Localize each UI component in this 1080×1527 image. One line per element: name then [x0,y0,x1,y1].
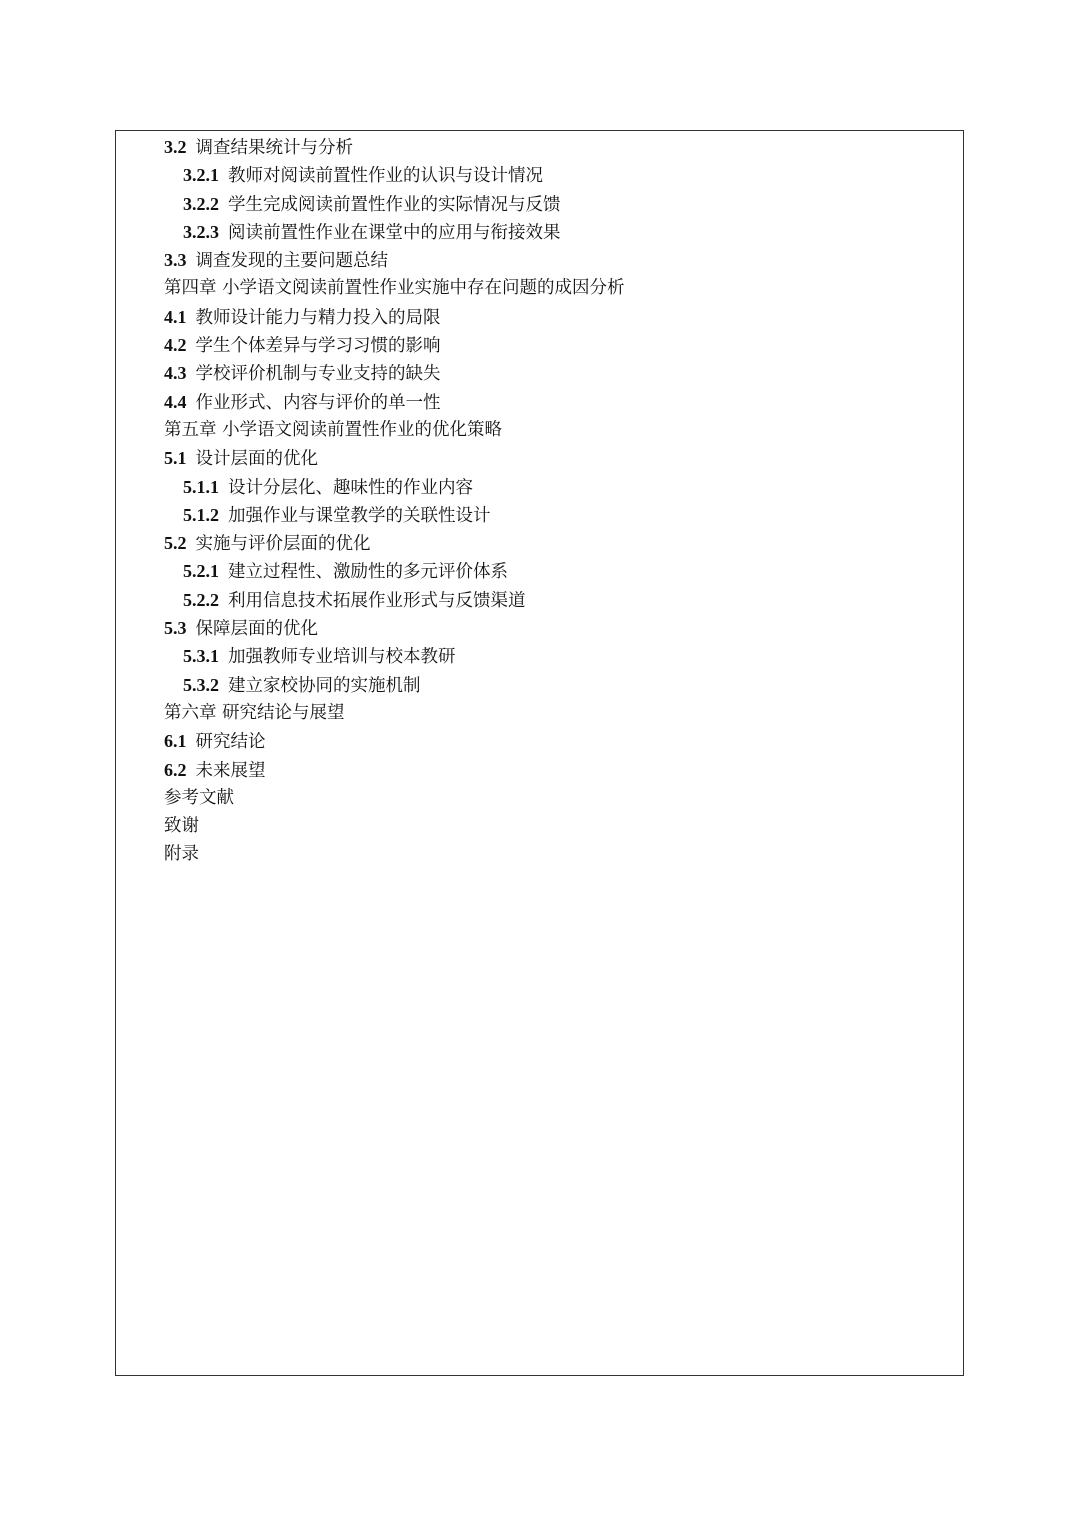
toc-title: 未来展望 [195,760,266,781]
toc-number: 5.1.1 [183,476,219,497]
toc-entry [164,756,943,784]
toc-number: 5.3.2 [183,674,219,695]
toc-appendix [164,840,943,868]
toc-entry [164,190,943,218]
toc-title: 教师对阅读前置性作业的认识与设计情况 [228,166,543,187]
toc-title: 第六章 研究结论与展望 [164,702,345,723]
toc-entry [164,303,943,331]
toc-title: 调查结果统计与分析 [195,138,353,158]
toc-number: 3.3 [164,250,187,271]
toc-title: 设计层面的优化 [195,449,318,470]
toc-number: 5.1.2 [183,504,219,525]
toc-title: 研究结论 [195,732,266,753]
toc-number: 3.2.3 [183,221,219,242]
toc-entry [164,586,943,614]
toc-entry [164,218,943,246]
toc-title: 教师设计能力与精力投入的局限 [195,307,441,328]
toc-title: 建立过程性、激励性的多元评价体系 [228,562,508,583]
toc-number: 4.2 [164,335,187,356]
toc-entry [164,246,943,274]
toc-title: 加强作业与课堂教学的关联性设计 [228,505,491,526]
toc-number: 5.2 [164,533,187,554]
toc-title: 加强教师专业培训与校本教研 [228,647,456,668]
toc-entry [164,614,943,642]
toc-entry [164,671,943,699]
toc-chapter [164,416,943,444]
toc-chapter [164,274,943,302]
toc-entry [164,473,943,501]
toc-entry [164,161,943,189]
toc-title: 建立家校协同的实施机制 [228,675,421,696]
toc-entry [164,727,943,755]
toc-entry [164,388,943,416]
toc-number: 5.3 [164,618,187,639]
toc-entry [164,133,943,161]
toc-title: 学校评价机制与专业支持的缺失 [195,364,441,385]
toc-number: 4.3 [164,363,187,384]
toc-title: 致谢 [164,816,199,837]
document-frame [115,130,964,1376]
toc-entry [164,642,943,670]
toc-entry [164,359,943,387]
toc-number: 3.2.1 [183,165,219,186]
toc-number: 6.2 [164,759,187,780]
toc-entry [164,529,943,557]
toc-entry [164,501,943,529]
toc-number: 3.2.2 [183,193,219,214]
toc-acknowledgements [164,812,943,840]
toc-title: 学生完成阅读前置性作业的实际情况与反馈 [228,194,561,215]
toc-number: 5.3.1 [183,646,219,667]
toc-title: 阅读前置性作业在课堂中的应用与衔接效果 [228,222,561,243]
toc-entry [164,331,943,359]
toc-entry [164,444,943,472]
toc-references [164,784,943,812]
toc-number: 6.1 [164,731,187,752]
toc-entry [164,557,943,585]
table-of-contents [164,133,943,869]
toc-number: 5.2.2 [183,589,219,610]
toc-title: 学生个体差异与学习习惯的影响 [195,336,441,357]
toc-number: 4.1 [164,306,187,327]
toc-chapter [164,699,943,727]
toc-title: 第四章 小学语文阅读前置性作业实施中存在问题的成因分析 [164,278,625,299]
toc-title: 利用信息技术拓展作业形式与反馈渠道 [228,590,526,611]
toc-title: 设计分层化、趣味性的作业内容 [228,477,473,498]
toc-title: 参考文献 [164,787,234,808]
toc-title: 实施与评价层面的优化 [195,534,371,555]
toc-title: 附录 [164,844,199,865]
toc-title: 第五章 小学语文阅读前置性作业的优化策略 [164,419,503,440]
toc-title: 保障层面的优化 [195,619,318,640]
toc-title: 作业形式、内容与评价的单一性 [195,392,441,413]
toc-number: 5.2.1 [183,561,219,582]
toc-number: 5.1 [164,448,187,469]
toc-number: 4.4 [164,391,187,412]
toc-title: 调查发现的主要问题总结 [195,251,388,272]
toc-number: 3.2 [164,137,187,157]
